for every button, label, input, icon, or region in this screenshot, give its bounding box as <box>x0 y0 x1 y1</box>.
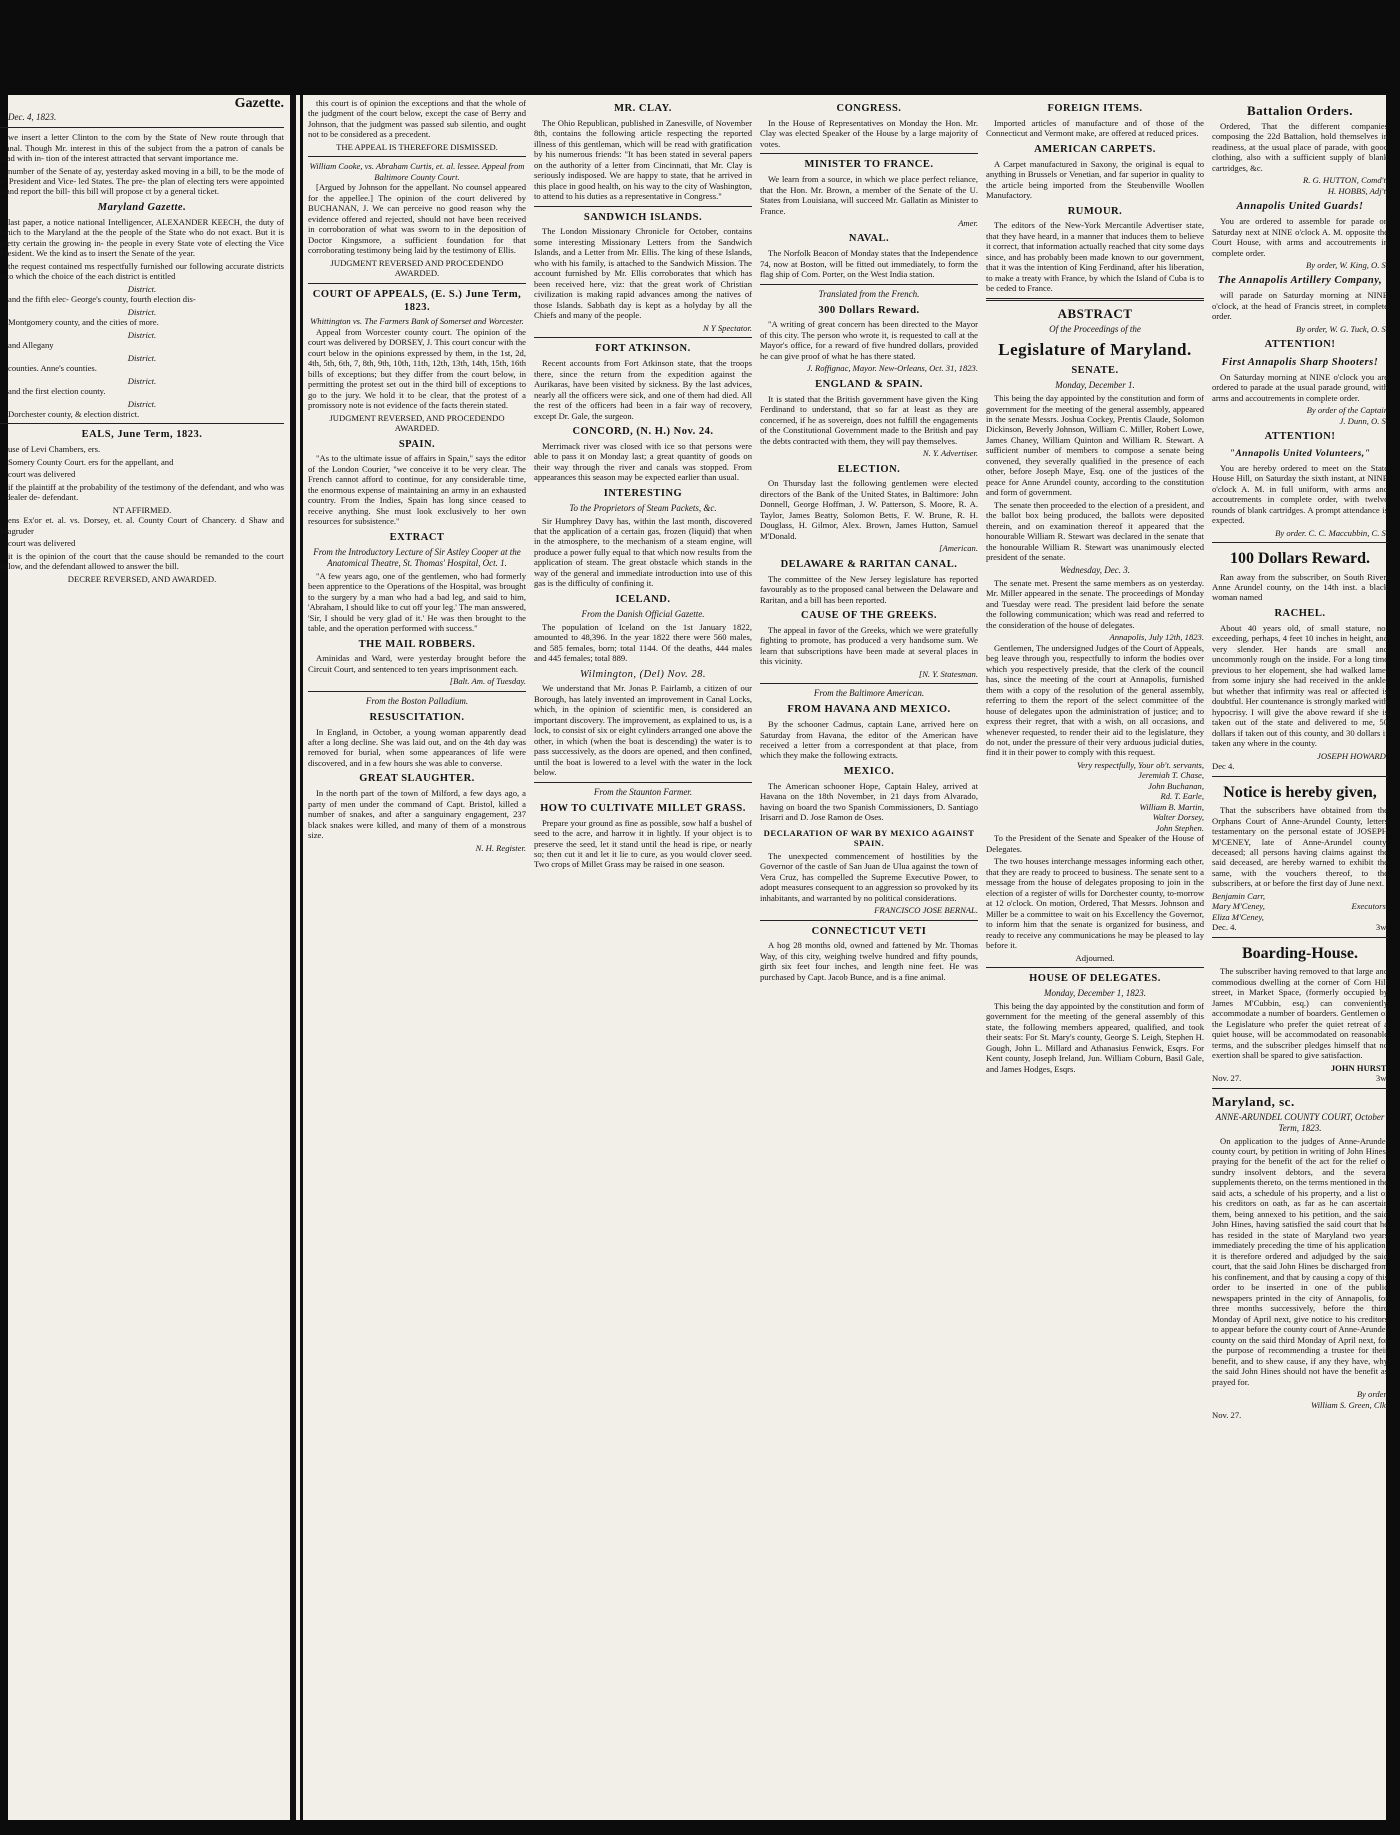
paragraph: In the House of Representatives on Monday the Hon. Mr. Clay was elected Speaker of the House by a large majority of votes. <box>760 117 978 149</box>
paragraph: On application to the judges of Anne-Arundel county court, by petition in writing of John Hines, praying for the benefit of the act for the relief of sundry insolvent debtors, and the several supplements thereto, on the terms mentioned in the said acts, a schedule of his property, and a list of his creditors on oath, as far as he can ascertain them, being annexed to his petition, and the said John Hines, having satisfied the said court that he has resided in the state of Maryland two years immediately preceding the time of his application; it is therefore ordered and adjudged by the said court, that the said John Hines be discharged from his confinement, and that by causing a copy of this order to be inserted in one of the public newspapers printed in the city of Annapolis, for three months successively, before the third Monday of April next, give notice to his creditors to appear before the county court of Anne-Arundel county on the said third Monday of April next, for the purpose of recommending a trustee for their benefit, and to shew cause, if any they have, why the said John Hines should not have the benefit as prayed for. <box>1212 1135 1388 1387</box>
executor-name: Eliza M'Ceney, <box>1212 911 1264 922</box>
legal-heading: Maryland, sc. <box>1212 1093 1295 1109</box>
dateline: y, Dec. 4, 1823. <box>0 112 57 123</box>
section-subheading: From the Baltimore American. <box>813 688 925 699</box>
paragraph: The editors of the New-York Mercantile Advertiser state, that they have heard, in a manner that induces them to believe it correct, that information actually reached that city some days since, and has probably been made known to our government, that it was the intention of King Ferdinand, after his liberation, to make a treaty with France, by which the Island of Cuba is to be ceded to France. <box>986 220 1204 294</box>
ad-signature: H. HOBBS, Adj't. <box>1327 185 1388 196</box>
district-text: Dorchester county, & election district. <box>8 408 140 419</box>
ad-term: 3w. <box>1375 922 1388 933</box>
signer: John Stephen. <box>1155 822 1204 833</box>
ad-date: Dec. 4. <box>1212 922 1237 933</box>
signer: Rd. T. Earle, <box>1160 791 1204 802</box>
ad-heading: ATTENTION! <box>1264 431 1336 443</box>
ad-signature: By order, <box>1356 1389 1388 1400</box>
source-credit: FRANCISCO JOSE BERNAL. <box>874 905 978 916</box>
paragraph: "A writing of great concern has been directed to the Mayor of this city. The person who wrote it, is requested to call at the Mayor's office, for a reward of five hundred dollars, provided he can give proof of what he has there stated. <box>760 319 978 361</box>
ad-signature: By order, W. King, O. S. <box>1306 259 1388 270</box>
paragraph: it is the opinion of the court that the cause should be remanded to the court below, and the defendant allowed to answer the bill. <box>0 550 284 572</box>
signer: Walter Dorsey, <box>1152 812 1204 823</box>
paragraph: A Carpet manufactured in Saxony, the original is equal to anything in Brussels or Venetian, and far superior in quality to the article being imported from the Steubenville Woollen Manufactory. <box>986 158 1204 201</box>
ad-term: 3w. <box>1375 1073 1388 1084</box>
ad-heading: ATTENTION! <box>1264 339 1336 351</box>
paragraph: The London Missionary Chronicle for October, contains some interesting Missionary Letters from the Sandwich Islands, and a Letter from Mr. Ellis. The king of these Islands, who with his family, is attached to the Sandwich Mission. The account furnished by Mr. Ellis corroborates that which has been received here, viz: that the great work of Christian civilization is making rapid advances among the natives of those Islands. Sabbath day is kept as a holyday by all the Chiefs and many of the people. <box>534 226 752 321</box>
section-heading: MINISTER TO FRANCE. <box>804 159 934 171</box>
district-text: and Allegany <box>8 340 54 351</box>
paragraph: this court is of opinion the exceptions and that the whole of the judgment of the court below, except the case of Berry and Johnson, that the judgment was passed sub silentio, and ought not to be considered as a precedent. <box>308 98 526 140</box>
ad-date: Nov. 27. <box>1212 1073 1242 1084</box>
paragraph: This being the day appointed by the constitution and form of government for the meeting of the general assembly, appeared in the senate Messrs. Joshua Cockey, Prentis Claude, Solomon Dickinson, Beverly Johnson, William C. Miller, Robert Lowe, James Chaney, William Quinton and William R. Stewart. A sufficient number of members to compose a senate being convened, they severally qualified in the presence of each other, before Joseph Maye, Esq. one of the justices of the peace for Anne Arundel county, according to the constitution and form of government. <box>986 393 1204 498</box>
section-heading: FROM HAVANA AND MEXICO. <box>787 704 951 716</box>
paragraph: Appeal from Worcester county court. The opinion of the court was delivered by DORSEY, J. This court concur with the court below in the opinions expressed by them, in the 1st, 2d, 4th, 5th, 6th, 7, 8th, 9th, 10th, 11th, 12th, 13th, 14th, 15th, 16th bills of exceptions; but they differ from the court below, in permitting the protest set out in the third bill of exceptions to go to the jury. We hold it to be clear, that the protest of a promissory note is not evidence of the facts therein stated. <box>308 326 526 411</box>
paragraph: Prepare your ground as fine as possible, sow half a bushel of seed to the acre, and harrow it in lightly. If your object is to preserve the seed, let it stand until the head is ripe, or nearly so; then cut it and let it lie to cure, as you would clover seed. Two crops of Millet Grass may be raised in one season. <box>534 817 752 870</box>
section-heading: ICELAND. <box>615 593 671 605</box>
paragraph: The senate met. Present the same members as on yesterday. Mr. Miller appeared in the senate. The proceedings of Monday and Tuesday were read. The president laid before the senate the following communication; which was read and referred to the consideration of the house of delegates. <box>986 577 1204 630</box>
section-heading: HOW TO CULTIVATE MILLET GRASS. <box>540 802 746 814</box>
paragraph: Somery County Court. ers for the appellant, and <box>8 456 174 467</box>
section-heading: DECLARATION OF WAR BY MEXICO AGAINST SPAIN. <box>763 827 975 849</box>
district-text: Montgomery county, and the cities of more. <box>8 317 159 328</box>
paragraph: we insert a letter Clinton to the com by the State of New route through that Canal. Though Mr. interest in this of the subject from the a patron of canals be read with in- tion of the interest attracted that servant importance me. <box>0 132 284 164</box>
column-gutter <box>290 95 296 1820</box>
ad-date: Nov. 27. <box>1212 1410 1242 1421</box>
section-subheading: From the Staunton Farmer. <box>593 786 693 797</box>
section-heading: SENATE. <box>1071 365 1119 377</box>
ad-signature: William S. Green, Clk. <box>1310 1399 1388 1410</box>
executors-label: Executors. <box>1351 901 1388 912</box>
section-heading: CAUSE OF THE GREEKS. <box>800 610 938 622</box>
paragraph: court was delivered <box>8 469 76 480</box>
source-credit: N Y Spectator. <box>703 322 752 333</box>
paragraph: Gentlemen, The undersigned Judges of the Court of Appeals, beg leave through you, respectfully to inform the bodies over which you respectively preside, that the clerk of the council has, since the meeting of the court at Annapolis, furnished them with a copy of the resolution of the general assembly, referring to them the report of the select committee of the house of delegates upon the administration of justice; and to express their regret, that with a wish, on all occasions, and whenever requested, to render their aid to the legislature, they do not, under the pressure of their very arduous judicial duties, find it in their power to comply with this request. <box>986 642 1204 758</box>
paragraph: Aminidas and Ward, were yesterday brought before the Circuit Court, and sentenced to ten years imprisonment each. <box>308 653 526 674</box>
paragraph: Imported articles of manufacture and of those of the Connecticut and Vermont make, are offered at reduced prices. <box>986 117 1204 139</box>
section-heading: MR. CLAY. <box>614 103 672 114</box>
paragraph: You are ordered to assemble for parade on Saturday next at NINE o'clock A. M. opposite the Court House, with arms and accoutrements in complete order. <box>1212 216 1388 258</box>
paragraph: Ordered, That the different companies composing the 22d Battalion, hold themselves in readiness, at the usual place of parade, with good clothing, also with a sufficient supply of blank cartridges, &c. <box>1212 120 1388 173</box>
ad-heading: "Annapolis United Volunteers," <box>1229 449 1371 460</box>
section-heading: FOREIGN ITEMS. <box>1047 103 1143 114</box>
source-credit: N. Y. Advertiser. <box>922 448 978 459</box>
section-heading: DELAWARE & RARITAN CANAL. <box>780 558 958 570</box>
section-heading: RUMOUR. <box>1067 205 1123 217</box>
signers-lead: Very respectfully, Your ob't. servants, <box>1077 759 1204 770</box>
section-heading: Maryland Gazette. <box>97 201 187 213</box>
paragraph: We learn from a source, in which we place perfect reliance, that the Hon. Mr. Brown, a member of the Senate of the U. States from Louisiana, will succeed Mr. Gallatin as Minister to France. <box>760 174 978 216</box>
section-heading: INTERESTING <box>603 487 683 499</box>
section-heading: RESUSCITATION. <box>369 711 465 723</box>
section-subheading: Translated from the French. <box>818 288 920 299</box>
paragraph: It is stated that the British government have given the King Ferdinand to understand, that so far at least as they are concerned, if he as sovereign, does not fulfill the engagements of the Constitutional Government made to the British and pay the debts contracted with them, they will pay themselves. <box>760 393 978 446</box>
case-title: Whittington vs. The Farmers Bank of Somerset and Worcester. <box>310 316 524 327</box>
section-heading: CONNECTICUT VETI <box>811 925 927 937</box>
paragraph: The population of Iceland on the 1st January 1822, amounted to 48,396. In the year 1822 there were 560 males, and 585 females, born; total 1144. Of the deaths, 444 males and 445 females; total 889. <box>534 621 752 664</box>
col-3 <box>760 98 978 1813</box>
paragraph: By the schooner Cadmus, captain Lane, arrived here on Saturday from Havana, the editor of the American have received a letter from a correspondent at that place, from which they make the following extracts. <box>760 719 978 761</box>
section-subheading: From the Danish Official Gazette. <box>581 608 705 619</box>
paragraph: if the plaintiff at the probability of the testimony of the defendant, and who was a dealer de- defendant. <box>0 481 284 503</box>
ad-signature: By order of the Captain <box>1306 405 1388 416</box>
section-heading: THE MAIL ROBBERS. <box>358 638 476 650</box>
date-line: Wednesday, Dec. 3. <box>1060 564 1130 575</box>
ad-heading: First Annapolis Sharp Shooters! <box>1221 357 1379 368</box>
paragraph: The committee of the New Jersey legislature has reported favourably as to the proposed canal between the Delaware and Raritan, and a bill has been reported. <box>760 573 978 605</box>
source-credit: [N. Y. Statesman. <box>918 668 978 679</box>
ad-signature: By order. C. C. Maccubbin, C. S. <box>1275 527 1388 538</box>
adjourned: Adjourned. <box>1075 952 1115 963</box>
paragraph: court was delivered <box>8 538 76 549</box>
district-text: counties. Anne's counties. <box>8 363 97 374</box>
section-heading: Wilmington, (Del) Nov. 28. <box>580 668 706 680</box>
section-heading: MEXICO. <box>843 765 895 777</box>
col-left-page-fragment <box>0 95 284 1810</box>
ad-signature: By order, W. G. Tuck, O. S. <box>1296 323 1388 334</box>
paragraph: The subscriber having removed to that large and commodious dwelling at the corner of Corn Hill street, in Market Space, (formerly occupied by James M'Cubbin, esq.) can conveniently accommodate a number of boarders. Gentlemen of the Legislature who prefer the quiet retreat of a quiet house, will be accommodated on reasonable terms, and the subscriber pledges himself that no exertion shall be spared to give satisfaction. <box>1212 966 1388 1061</box>
paragraph: That the subscribers have obtained from the Orphans Court of Anne-Arundel County, letters testamentary on the personal estate of JOSEPH M'CENEY, late of Anne-Arundel county, deceased; all persons having claims against the said deceased, are hereby warned to exhibit the same, with the vouchers thereof, to the subscribers, at or before the first day of June next. <box>1212 805 1388 889</box>
ad-heading: The Annapolis Artillery Company, <box>1217 275 1383 287</box>
judgment-line: DECREE REVERSED, AND AWARDED. <box>67 573 217 584</box>
section-subheading: To the Proprietors of Steam Packets, &c. <box>569 502 717 513</box>
executor-name: Benjamin Carr, <box>1212 890 1265 901</box>
abstract-heading: ABSTRACT <box>1057 305 1133 321</box>
ad-heading: Battalion Orders. <box>1247 103 1353 118</box>
paragraph: The Norfolk Beacon of Monday states that the Independence 74, now at Boston, will be fitted out immediately, to form the flag ship of Com. Porter, on the West India station. <box>760 248 978 280</box>
boarding-heading: Boarding-House. <box>1241 944 1358 962</box>
appeal-dismissed: THE APPEAL IS THEREFORE DISMISSED. <box>336 141 498 152</box>
executor-name: Mary M'Ceney, <box>1212 901 1265 912</box>
section-heading: SPAIN. <box>398 438 436 450</box>
section-subheading: From the Introductory Lecture of Sir Astley Cooper at the Anatomical Theatre, St. Thomas' Hospital, Oct. 1. <box>313 546 521 568</box>
abstract-subheading: Of the Proceedings of the <box>1049 323 1141 334</box>
signer: John Buchanan, <box>1148 780 1204 791</box>
district-heading: District. <box>127 329 157 340</box>
letter-date: Annapolis, July 12th, 1823. <box>1109 632 1204 643</box>
section-heading: COURT OF APPEALS, (E. S.) June Term, 1823. <box>312 288 522 313</box>
district-heading: District. <box>127 306 157 317</box>
date-line: Monday, December 1. <box>1055 380 1135 391</box>
boarding-footer <box>1212 1073 1388 1083</box>
section-heading: EXTRACT <box>389 531 445 543</box>
paragraph: last paper, a notice national Intelligencer, ALEXANDER KEECH, the duty of which to the Maryland at the the people of the State who do not exact. But it is pretty certain the growing in- the people in every State vote of electing the Vice President. We the kind as to insert the Senate of the year. <box>0 216 284 259</box>
district-text: and the first election county. <box>8 386 106 397</box>
ad-signature: J. Dunn, O. S. <box>1339 415 1388 426</box>
section-heading: NAVAL. <box>848 233 890 245</box>
paragraph: "As to the ultimate issue of affairs in Spain," says the editor of the London Courier, "we conceive it to be very clear. The French cannot afford to continue, for any considerable time, the enormous expense of maintaining an army in an exhausted country. From the Indies, Spain has long since ceased to receive anything. She must look exclusively to her own resources for subsistence." <box>308 453 526 527</box>
section-heading: 300 Dollars Reward. <box>818 304 920 316</box>
ad-date: Dec 4. <box>1212 761 1235 772</box>
paragraph: On Thursday last the following gentlemen were elected directors of the Bank of the United States, in Baltimore: John Donnell, George Hoffman, J. W. Patterson, S. Moore, R. A. Taylor, James Beatty, Solomon Betts, F. W. Brune, R. H. Douglass, H. Gilmor, Alex. Brown, James Hutton, Samuel M'Donald. <box>760 478 978 541</box>
paragraph: This being the day appointed by the constitution and form of government for the meeting of the general assembly of this state, the following members appeared, qualified, and took their seats: For St. Mary's county, George S. Leigh, Stephen H. Gough, John L. Millard and Athanasius Fenwick, Esqrs. For Kent county, Joseph Ireland, Jun. William Coburn, Basil Gale, and James Hodges, Esqrs. <box>986 1000 1204 1074</box>
source-credit: N. H. Register. <box>475 842 526 853</box>
paragraph: The senate then proceeded to the election of a president, and the ballot box being produced, the ballots were deposited therein, and on examination thereof it appeared that the honourable William R. Stewart was declared in the senate that the honourable William R. Stewart was unanimously elected president of the senate. <box>986 499 1204 563</box>
col-6-advertisements <box>1212 98 1388 1813</box>
section-heading: EALS, June Term, 1823. <box>81 429 203 441</box>
col-4 <box>986 98 1204 1813</box>
reward-heading: 100 Dollars Reward. <box>1230 549 1370 567</box>
source-credit: J. Roffignac, Mayor. New-Orleans, Oct. 31, 1823. <box>806 363 978 374</box>
case-title: William Cooke, vs. Abraham Curtis, et. al. lessee. Appeal from Baltimore County Court. <box>309 161 525 182</box>
section-heading: CONCORD, (N. H.) Nov. 24. <box>572 426 714 438</box>
paragraph: the request contained ms respectfully furnished our following accurate districts into which the choice of the each district is entitled <box>0 260 284 282</box>
district-heading: District. <box>127 398 157 409</box>
date-line: Monday, December 1, 1823. <box>1044 987 1146 998</box>
section-heading: ENGLAND & SPAIN. <box>815 378 923 390</box>
paragraph: The appeal in favor of the Greeks, which we were gratefully fighting to promote, has produced a very handsome sum. We learn that subscriptions have been made at several places in this vicinity. <box>760 624 978 667</box>
paragraph: Merrimack river was closed with ice so that persons were able to pass it on Monday last; a great quantity of goods on their way through the river and canals was stopped. From appearances this season may be expected earlier than usual. <box>534 440 752 483</box>
paragraph: The unexpected commencement of hostilities by the Governor of the castle of San Juan de Ulua against the town of Vera Cruz, has compelled the Supreme Executive Power, to adopt measures consequent to an aggression so provoked by its inhabitants, and warranted by no political considerations. <box>760 850 978 903</box>
district-heading: District. <box>127 375 157 386</box>
signer: William B. Martin, <box>1139 801 1204 812</box>
paragraph: The American schooner Hope, Captain Haley, arrived at Havana on the 18th November, in 21 days from Alvarado, having on board the two Spanish Commissioners, D. Santiago Irisarri and D. Jose Ramon de Oses. <box>760 780 978 823</box>
ad-heading: Annapolis United Guards! <box>1236 201 1364 213</box>
source-credit: [American. <box>939 543 978 554</box>
legislature-heading: Legislature of Maryland. <box>998 339 1192 359</box>
paragraph: In the north part of the town of Milford, a few days ago, a party of men under the command of Capt. Bristol, killed a number of snakes, and after a sanguinary engagement, 237 black snakes were killed, and many of them of a monstrous size. <box>308 788 526 841</box>
notice-heading: Notice is hereby given, <box>1223 783 1377 801</box>
paragraph: ens Ex'or et. al. vs. Dorsey, et. al. County Court of Chancery. d Shaw and Magruder <box>0 515 284 536</box>
section-heading: SANDWICH ISLANDS. <box>583 211 703 223</box>
paragraph: You are hereby ordered to meet on the State House Hill, on Saturday the sixth instant, at NINE o'clock A. M. in full uniform, with arms and accoutrements in complete order, with twelve rounds of blank cartridges. A prompt attendance is expected. <box>1212 462 1388 526</box>
ad-signature: JOHN HURST. <box>1330 1062 1388 1073</box>
paragraph: We understand that Mr. Jonas P. Fairlamb, a citizen of our Borough, has lately invented an improvement in Canal Locks, which, in the opinion of scientific men, is considered an important discovery. The improvement, as explained to us, is a lock, to consist of six or eight cylinders arranged one above the other, in which (when the boat is descending) the water is to pass successively, as the doors are opened, and then confined, until the boat is lowered to a level with the water in the lock below. <box>534 683 752 778</box>
paragraph: About 40 years old, of small stature, not exceeding, perhaps, 4 feet 10 inches in height, and very slender. Her hands are small and uncommonly rough on the inside. For a long time previous to her elopement, she had walked lame, from some injury she had received in the ankle, but whether that infirmity was real or affected is doubtful. Her countenance is strongly marked with hypocrisy. I will give the above reward if she is taken out of the state and delivered to me, 50 dollars if taken out of this county, and 30 dollars if taken any where in the county. <box>1212 622 1388 749</box>
ad-signature: JOSEPH HOWARD. <box>1317 750 1388 761</box>
col-2 <box>534 98 752 1813</box>
executors-block <box>1212 891 1388 922</box>
judgment-line: JUDGMENT REVERSED AND PROCEDENDO AWARDED. <box>330 257 504 279</box>
section-subheading: From the Boston Palladium. <box>365 695 469 706</box>
paragraph: In England, in October, a young woman apparently dead after a long decline. She was laid out, and on the 4th day was removed for burial, when some appearances of life were discovered, and in a few hours she was able to converse. <box>308 726 526 768</box>
paragraph: "A few years ago, one of the gentlemen, who had formerly been apprentice to the Operations of the Hospital, was brought to the surgery by a man who had a bad leg, and said to him, 'Abraham, I should like to cut off your leg.' The man answered, 'Sir, I should be very glad of it.' He was then brought to the table, and the operation performed with success." <box>308 570 526 634</box>
paragraph: will parade on Saturday morning at NINE o'clock, at the head of Francis street, in complete order. <box>1212 290 1388 322</box>
legal-subheading: ANNE-ARUNDEL COUNTY COURT, October Term, 1823. <box>1215 1111 1385 1133</box>
paragraph: A hog 28 months old, owned and fattened by Mr. Thomas Way, of this city, weighing twelve hundred and fifty pounds, girth six feet four inches, and length nine feet. He was purchased by Capt. Jacob Bunce, and is a fine animal. <box>760 940 978 982</box>
judgment-line: NT AFFIRMED. <box>112 504 172 515</box>
section-heading: GREAT SLAUGHTER. <box>359 773 475 785</box>
runaway-name: RACHEL. <box>1274 607 1326 619</box>
section-heading: ELECTION. <box>837 463 901 475</box>
column-gutter <box>300 95 303 1820</box>
masthead-fragment: Gazette. <box>234 96 284 111</box>
section-heading: CONGRESS. <box>836 103 902 114</box>
paragraph: To the President of the Senate and Speaker of the House of Delegates. <box>986 833 1204 854</box>
district-heading: District. <box>127 283 157 294</box>
section-heading: FORT ATKINSON. <box>595 343 691 355</box>
signer: Jeremiah T. Chase, <box>1138 770 1204 781</box>
paragraph: Ran away from the subscriber, on South River, Anne Arundel county, on the 14th inst. a black woman named <box>1212 571 1388 603</box>
ad-signature: R. G. HUTTON, Comd't. <box>1302 175 1388 186</box>
source-credit: [Balt. Am. of Tuesday. <box>449 676 526 687</box>
paragraph: On Saturday morning at NINE o'clock you are ordered to parade at the usual parade ground, with arms and accoutrements in complete order. <box>1212 371 1388 403</box>
judgment-line: JUDGMENT REVERSED, AND PROCEDENDO AWARDED. <box>329 412 505 434</box>
notice-footer <box>1212 922 1388 932</box>
source-credit: Amer. <box>958 217 978 228</box>
paragraph: use of Levi Chambers, ers. <box>8 444 101 455</box>
district-text: and the fifth elec- George's county, fourth election dis- <box>8 294 196 305</box>
section-heading: AMERICAN CARPETS. <box>1034 143 1156 155</box>
paragraph: Sir Humphrey Davy has, within the last month, discovered that the application of a certain gas, frozen (liquid) that when in the atmosphere, to the mechanism of a steam engine, will produce a power fully equal to that which now results from the application of steam. The great obstacle which stands in the way of the general and immediate introduction into use of this gas is the difficulty of confining it. <box>534 515 752 589</box>
paragraph: The Ohio Republican, published in Zanesville, of November 8th, contains the following article respecting the reported illness of this gentleman, which will be read with gratification by his numerous friends: "It has been stated in several papers on the authority of a letter from Cincinnati, that Mr. Clay is seriously indisposed. We are happy to state, that he arrived in this place in good health, on his way to the city of Washington, to attend to his duties as a representative in Congress." <box>534 117 752 202</box>
district-heading: District. <box>127 352 157 363</box>
paragraph: [Argued by Johnson for the appellant. No counsel appeared for the appellee.] The opinion of the court delivered by BUCHANAN, J. We can perceive no good reason why the evidence offered and rejected, should not have been received in corroboration of what was sworn to in the deposition of Doctor Kingsmore, a sufficient foundation for that corroborating testimony being laid by the testimony of Ellis. <box>308 182 526 256</box>
paragraph: Recent accounts from Fort Atkinson state, that the troops there, since the return from the expedition against the Aurikaras, have been visited by sickness. By the last advices, nearly all the officers were sick, and one of them had died. All the rest of the officers had been in a fair way of recovery, except Dr. Gale, the surgeon. <box>534 358 752 421</box>
paragraph: number of the Senate of ay, yesterday asked moving in a bill, to be the mode of e- President and Vice- led States. The pre- the plan of electing ters were appointed a and report the bill- this bill will propose ct by a general ticket. <box>0 165 284 197</box>
paragraph: The two houses interchange messages informing each other, that they are ready to proceed to business. The senate sent to a message from the house of delegates proposing to join in the election of a register of wills for Dorchester county, to-morrow at 12 o'clock. On motion, Ordered, That Messrs. Johnson and Miller be a committee to wait on his Excellency the Governor, to inform him that the senate is organized for business, and ready to receive any communications he may be pleased to lay before it. <box>986 856 1204 951</box>
section-heading: HOUSE OF DELEGATES. <box>1029 973 1161 985</box>
col-1 <box>308 98 526 1813</box>
